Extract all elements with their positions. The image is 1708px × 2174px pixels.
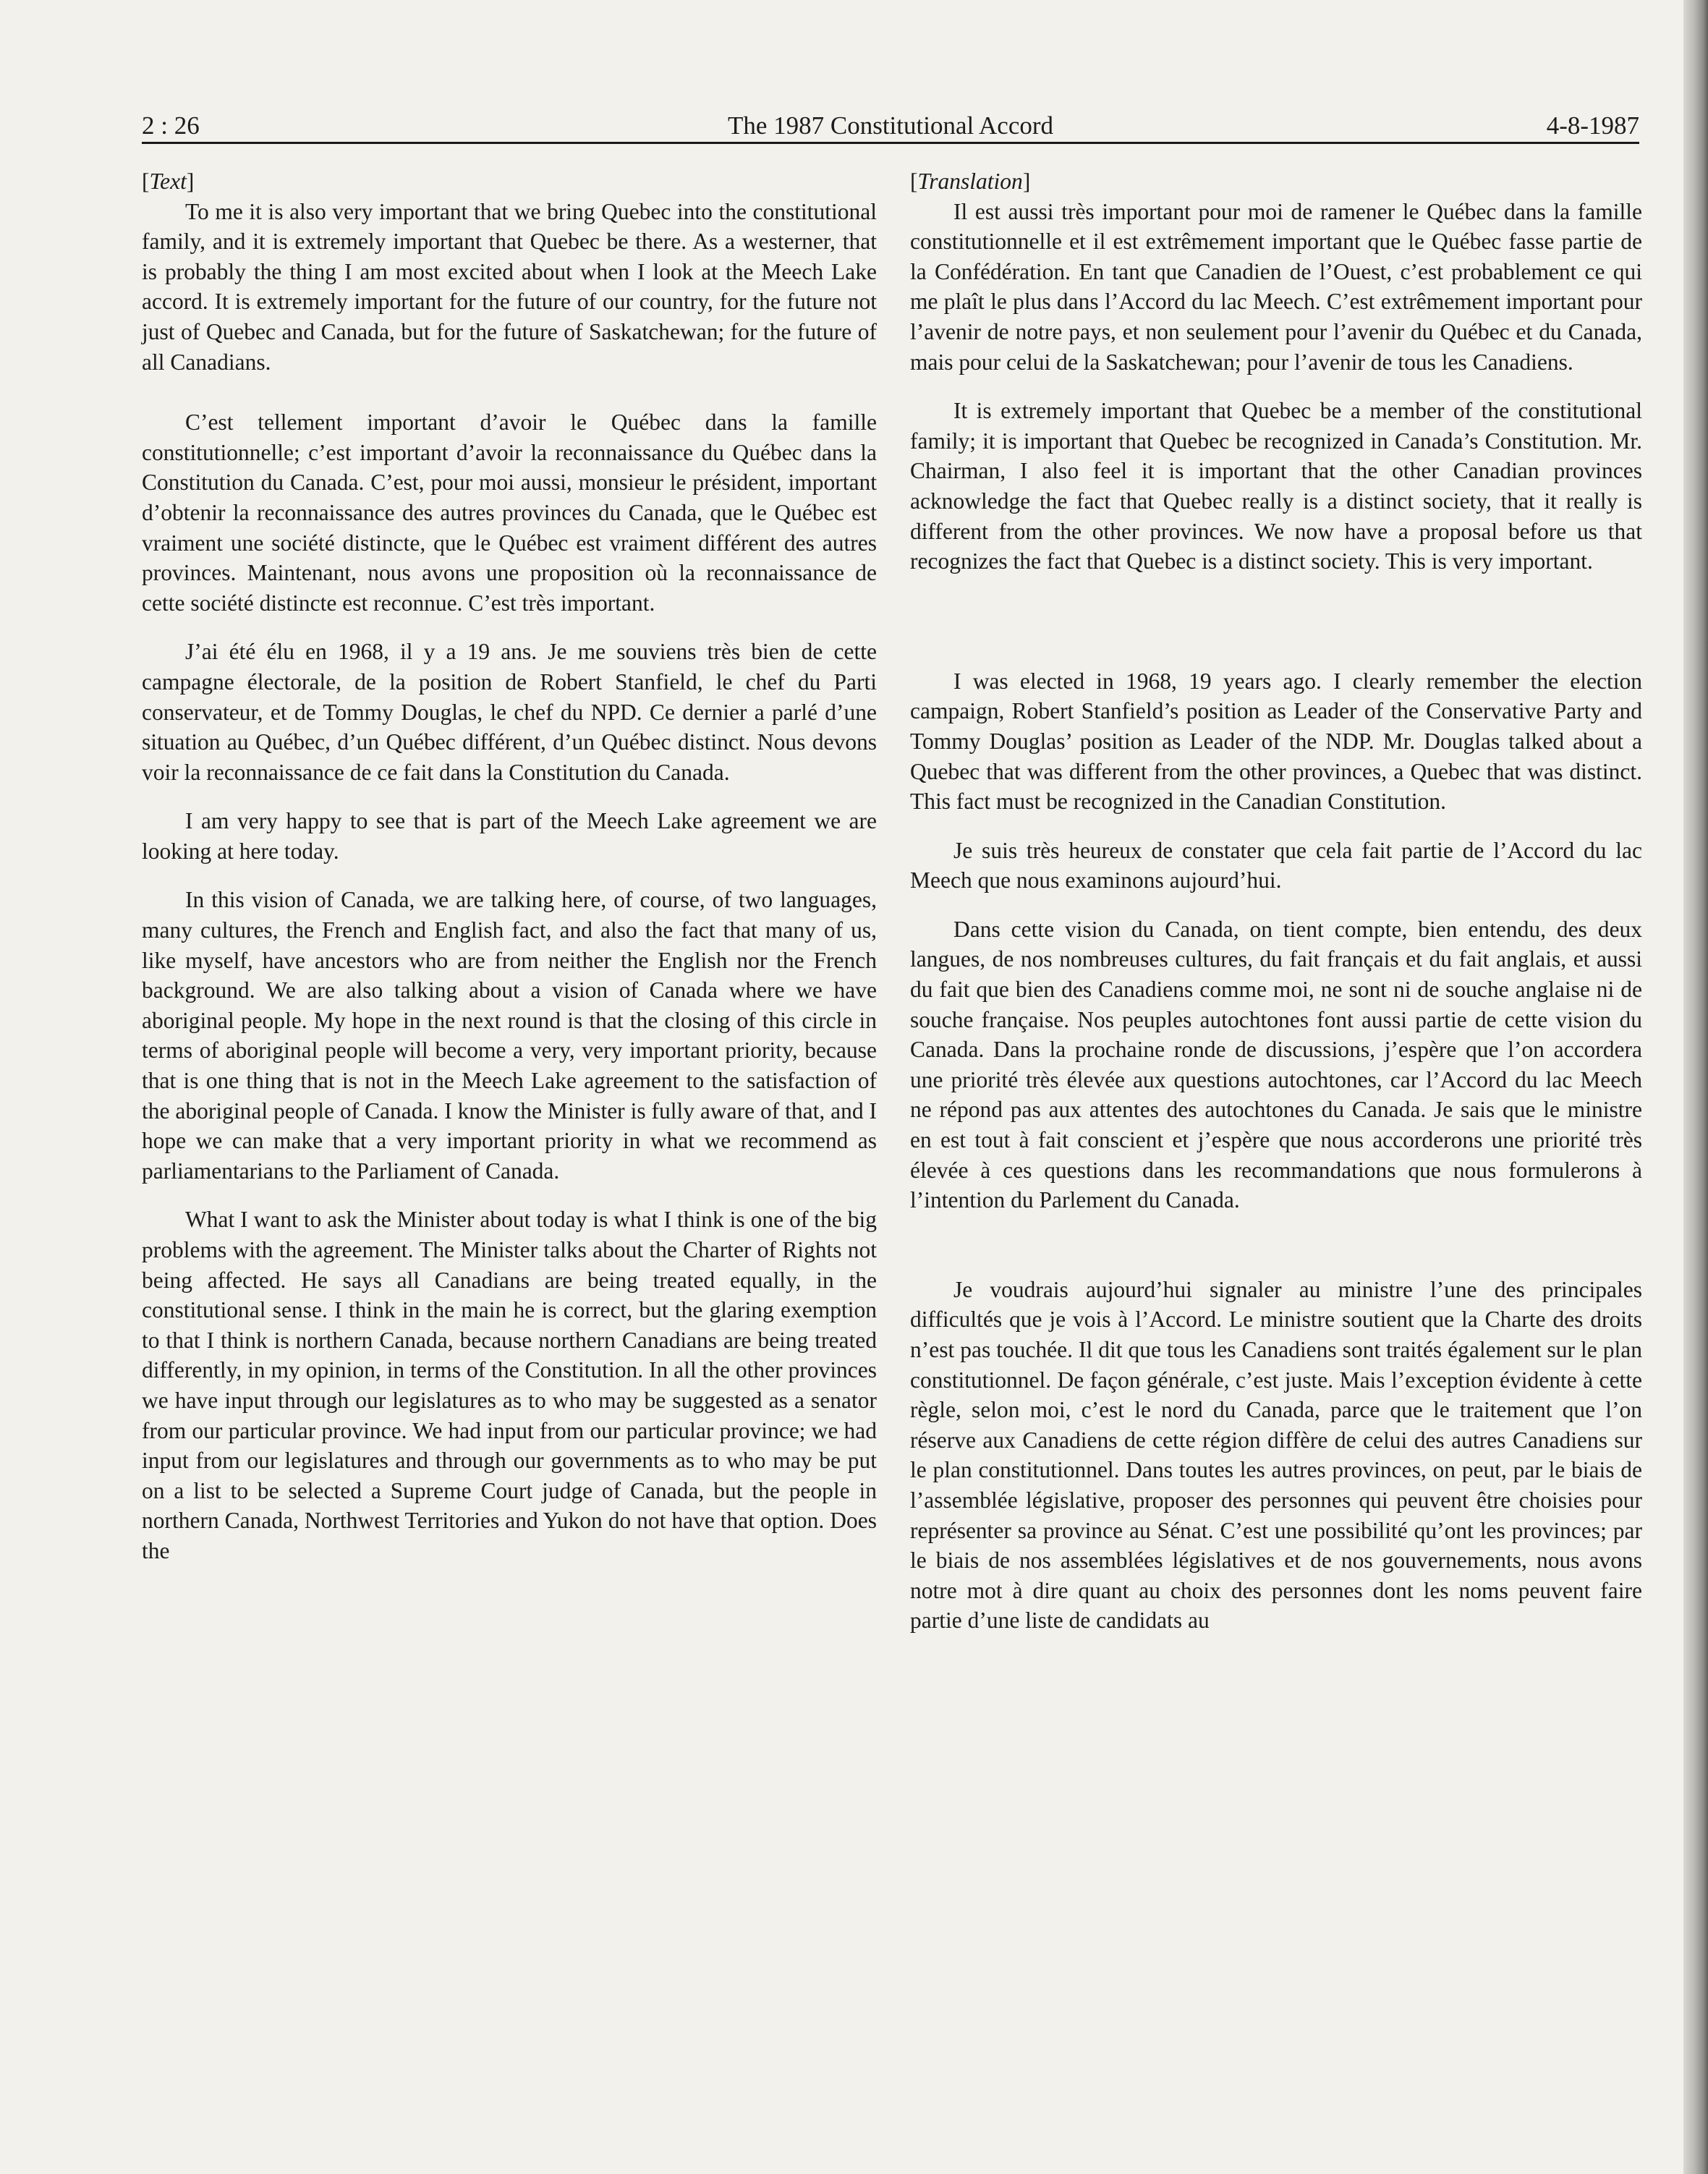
header-rule bbox=[142, 142, 1639, 144]
paragraph: C’est tellement important d’avoir le Québec dans la famille constitutionnelle; c’est important d’avoir la reconnaissance du Québec dans la Constitution du Canada. C’est, pour moi aussi, monsieur le président, important d’obtenir la reconnaissance des autres provinces du Canada, que le Québec est vraiment une société distincte, que le Québec est vraiment différent des autres provinces. Maintenant, nous avons une proposition où la reconnaissance de cette société distincte est reconnue. C’est très important. bbox=[142, 409, 877, 616]
left-column-label: [Text] bbox=[142, 169, 195, 194]
paragraph: To me it is also very important that we bring Quebec into the constitutional family, and it is extremely important that Quebec be there. As a westerner, that is probably the thing I am most excited about when I look at the Meech Lake accord. It is extremely important for the future of our country, for the future not just of Quebec and Canada, but for the future of Saskatchewan; for the future of all Canadians. bbox=[142, 198, 877, 375]
header-title: The 1987 Constitutional Accord bbox=[727, 111, 1054, 140]
header-date: 4-8-1987 bbox=[1546, 111, 1639, 140]
paragraph: Dans cette vision du Canada, on tient compte, bien entendu, des deux langues, de nos nombreuses cultures, du fait français et du fait anglais, et aussi du fait que bien des Canadiens comme moi, ne sont ni de souche anglaise ni de souche française. Nos peuples autochtones font aussi partie de cette vision du Canada. Dans la prochaine ronde de discussions, j’espère que l’on accordera une priorité très élevée aux questions autochtones, car l’Accord du lac Meech ne répond pas aux attentes des autochtones du Canada. Je sais que le ministre en est tout à fait conscient et j’espère que nous accorderons une priorité très élevée à ces questions dans les recommandations que nous formulerons à l’intention du Parlement du Canada. bbox=[910, 916, 1642, 1213]
page-number: 2 : 26 bbox=[142, 111, 200, 140]
paragraph: J’ai été élu en 1968, il y a 19 ans. Je me souviens très bien de cette campagne électorale, de la position de Robert Stanfield, le chef du Parti conservateur, et de Tommy Douglas, le chef du NPD. Ce dernier a parlé d’une situation au Québec, d’un Québec différent, d’un Québec distinct. Nous devons voir la reconnaissance de ce fait dans la Constitution du Canada. bbox=[142, 639, 877, 785]
paragraph: I am very happy to see that is part of the Meech Lake agreement we are looking at here today. bbox=[142, 808, 877, 864]
paragraph: It is extremely important that Quebec be a member of the constitutional family; it is important that Quebec be recognized in Canada’s Constitution. Mr. Chairman, I also feel it is important that the other Canadian provinces acknowledge the fact that Quebec really is a distinct society, that it really is different from the other provinces. We now have a proposal before us that recognizes the fact that Quebec is a distinct society. This is very important. bbox=[910, 398, 1642, 574]
paragraph: What I want to ask the Minister about today is what I think is one of the big problems with the agreement. The Minister talks about the Charter of Rights not being affected. He says all Canadians are being treated equally, in the constitutional sense. I think in the main he is correct, but the glaring exemption to that I think is northern Canada, because northern Canadians are being treated differently, in my opinion, in terms of the Constitution. In all the other provinces we have input through our legislatures as to who may be suggested as a senator from our particular province. We had input from our particular province; we had input from our legislatures and through our governments as to who may be put on a list to be selected a Supreme Court judge of Canada, but the people in northern Canada, Northwest Territories and Yukon do not have that option. Does the bbox=[142, 1207, 877, 1563]
running-header bbox=[142, 107, 1639, 145]
page-edge-shadow bbox=[1683, 0, 1708, 2174]
paragraph: Il est aussi très important pour moi de ramener le Québec dans la famille constitutionnelle et il est extrêmement important que le Québec fasse partie de la Confédération. En tant que Canadien de l’Ouest, c’est probablement ce qui me plaît le plus dans l’Accord du lac Meech. C’est extrêmement important pour l’avenir de notre pays, et non seulement pour l’avenir du Québec et du Canada, mais pour celui de la Saskatchewan; pour l’avenir de tous les Canadiens. bbox=[910, 198, 1642, 375]
left-column-english bbox=[142, 166, 877, 1566]
right-column-translation bbox=[910, 166, 1642, 1636]
paragraph: I was elected in 1968, 19 years ago. I clearly remember the election campaign, Robert Stanfield’s position as Leader of the Conservative Party and Tommy Douglas’ position as Leader of the NDP. Mr. Douglas talked about a Quebec that was different from the other provinces, a Quebec that was distinct. This fact must be recognized in the Canadian Constitution. bbox=[910, 668, 1642, 815]
paragraph: Je voudrais aujourd’hui signaler au ministre l’une des principales difficultés que je vois à l’Accord. Le ministre soutient que la Charte des droits n’est pas touchée. Il dit que tous les Canadiens sont traités également sur le plan constitutionnel. De façon générale, c’est juste. Mais l’exception évidente à cette règle, selon moi, c’est le nord du Canada, parce que le traitement que l’on réserve aux Canadiens de cette région diffère de celui des autres Canadiens sur le plan constitutionnel. Dans toutes les autres provinces, on peut, par le biais de l’assemblée législative, proposer des personnes qui peuvent être choisies pour représenter sa province au Sénat. C’est une possibilité qu’ont les provinces; par le biais de nos assemblées législatives et de nos gouvernements, nous avons notre mot à dire quant au choix des personnes dont les noms peuvent faire partie d’une liste de candidats au bbox=[910, 1276, 1642, 1634]
right-column-label: [Translation] bbox=[910, 169, 1031, 194]
paragraph: In this vision of Canada, we are talking here, of course, of two languages, many cultures, the French and English fact, and also the fact that many of us, like myself, have ancestors who are from neither the English nor the French background. We are also talking about a vision of Canada where we have aboriginal people. My hope in the next round is that the closing of this circle in terms of aboriginal people will become a very, very important priority, because that is one thing that is not in the Meech Lake agreement to the satisfaction of the aboriginal people of Canada. I know the Minister is fully aware of that, and I hope we can make that a very important priority in what we recommend as parliamentarians to the Parliament of Canada. bbox=[142, 887, 877, 1184]
paragraph: Je suis très heureux de constater que cela fait partie de l’Accord du lac Meech que nous examinons aujourd’hui. bbox=[910, 837, 1642, 893]
